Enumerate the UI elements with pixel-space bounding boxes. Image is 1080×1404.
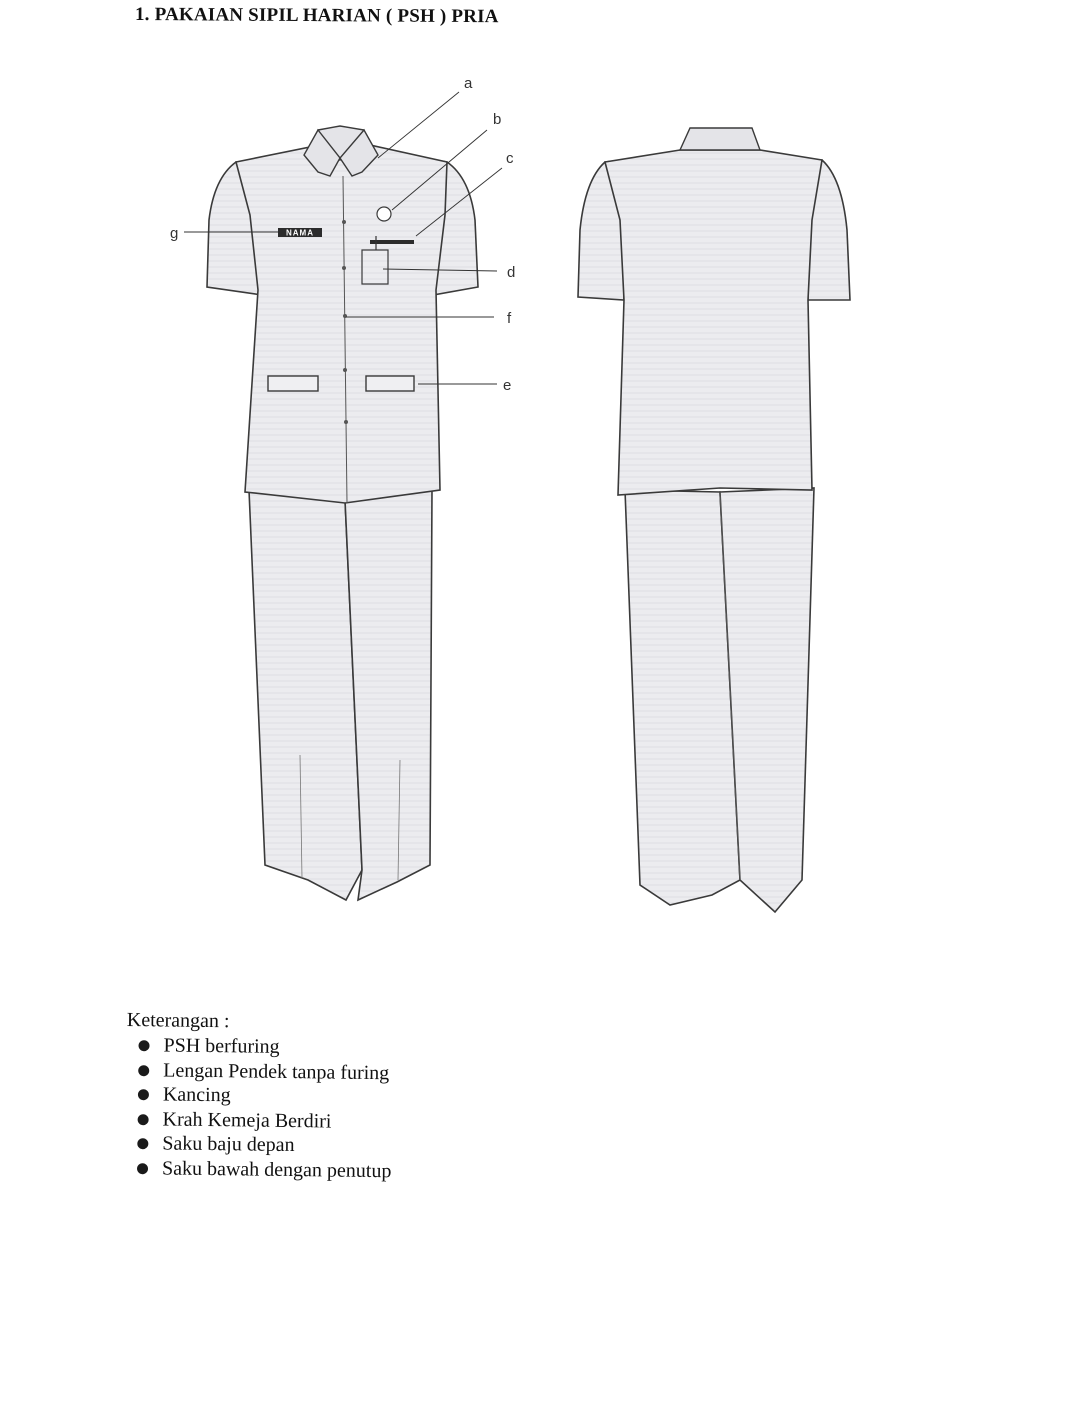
legend-item-label: PSH berfuring <box>163 1034 280 1058</box>
back-shirt <box>578 128 850 495</box>
legend-item-label: Krah Kemeja Berdiri <box>162 1107 332 1133</box>
badge-emblem <box>377 207 391 221</box>
legend-item <box>135 1156 625 1186</box>
callout-b: b <box>493 111 502 128</box>
lower-pocket-right <box>366 376 414 391</box>
legend-item-label: Lengan Pendek tanpa furing <box>163 1058 390 1084</box>
bullet-icon <box>138 1114 149 1125</box>
legend-item-label: Saku bawah dengan penutup <box>161 1156 392 1182</box>
lower-pocket-left <box>268 376 318 391</box>
legend-title: Keterangan : <box>126 1008 230 1033</box>
callout-d: d <box>507 264 516 281</box>
bullet-icon <box>138 1040 149 1051</box>
back-view <box>578 128 850 912</box>
back-trousers <box>625 488 814 912</box>
callout-e: e <box>503 377 512 394</box>
callout-g: g <box>170 225 179 242</box>
bullet-icon <box>137 1163 148 1174</box>
legend-list <box>125 1033 627 1186</box>
front-shirt <box>207 126 478 503</box>
bullet-icon <box>138 1065 149 1076</box>
front-trousers <box>249 490 432 900</box>
legend-item-label: Kancing <box>162 1083 231 1107</box>
bullet-icon <box>138 1089 149 1100</box>
name-tag-text: NAMA <box>286 228 314 238</box>
front-view <box>170 75 515 900</box>
legend <box>125 1007 627 1186</box>
legend-item-label: Saku baju depan <box>162 1132 295 1157</box>
callout-f: f <box>507 310 512 327</box>
page-title: 1. PAKAIAN SIPIL HARIAN ( PSH ) PRIA <box>134 4 499 28</box>
bullet-icon <box>137 1138 148 1149</box>
callout-c: c <box>506 150 514 167</box>
callout-a: a <box>464 75 473 92</box>
